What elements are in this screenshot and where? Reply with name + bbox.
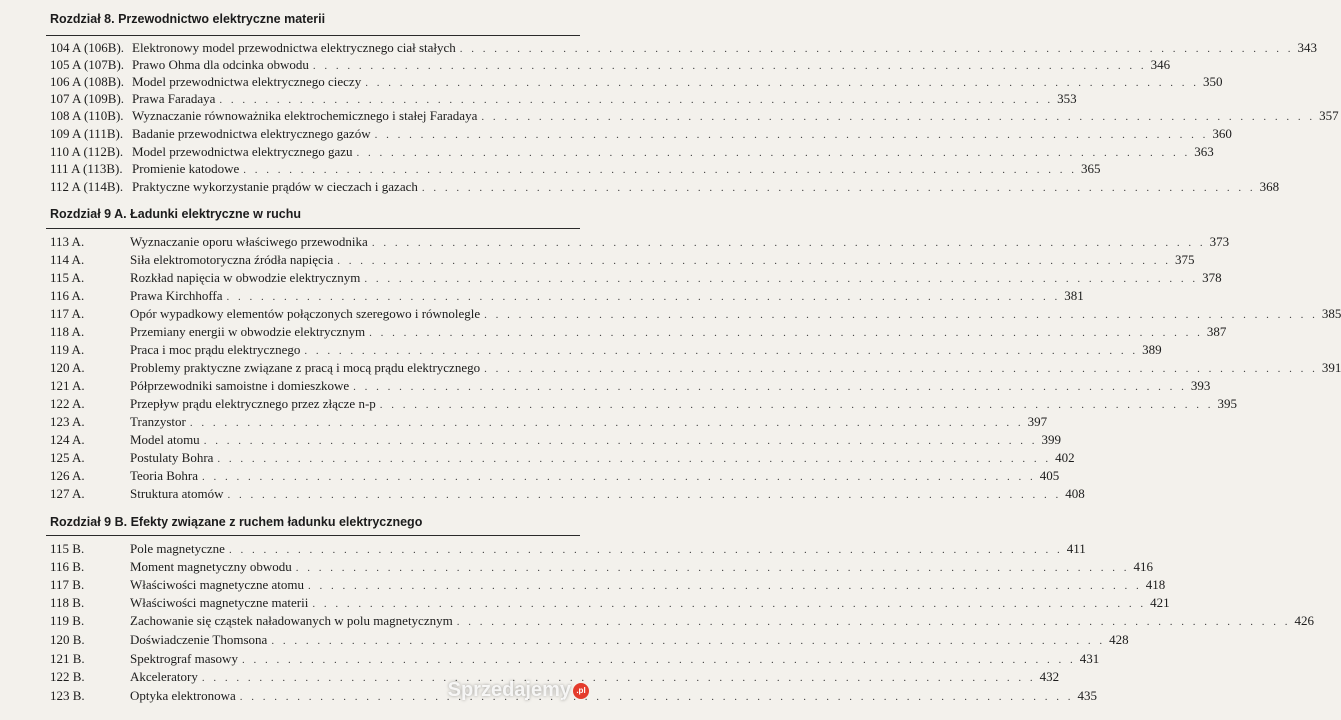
toc-row (50, 306, 1341, 323)
entry-title: Właściwości magnetyczne materii (130, 595, 309, 610)
entry-number: 107 A (109B). (50, 91, 125, 106)
toc-row (50, 378, 1211, 395)
entry-page: 421 (1150, 595, 1170, 610)
dot-leader (372, 237, 1206, 249)
entry-title: Promienie katodowe (132, 161, 240, 176)
entry-number: 118 B. (50, 595, 85, 610)
dot-leader (217, 453, 1051, 465)
entry-title: Zachowanie się cząstek naładowanych w polu magnetycznym (130, 613, 453, 628)
dot-leader (304, 345, 1138, 357)
toc-row (50, 360, 1341, 377)
dot-leader (364, 273, 1198, 285)
entry-page: 385 (1321, 306, 1341, 321)
toc-row (50, 432, 1061, 449)
watermark-badge-icon: .pl (573, 683, 589, 699)
entry-number: 112 A (114B). (50, 179, 124, 194)
toc-row (50, 161, 1101, 178)
section-heading: Rozdział 8. Przewodnictwo elektryczne materii (50, 12, 326, 26)
toc-row (50, 270, 1222, 287)
entry-number: 105 A (107B). (50, 57, 125, 72)
entry-page: 350 (1202, 74, 1223, 89)
entry-number: 118 A. (50, 324, 85, 339)
entry-number: 125 A. (50, 450, 85, 465)
entry-title: Pole magnetyczne (130, 541, 225, 556)
toc-row (50, 74, 1223, 91)
toc-row (50, 414, 1048, 431)
dot-leader (308, 580, 1142, 592)
entry-page: 378 (1202, 270, 1222, 285)
dot-leader (228, 489, 1062, 501)
entry-page: 435 (1077, 688, 1098, 703)
entry-page: 411 (1066, 541, 1086, 556)
dot-leader (481, 111, 1315, 123)
entry-page: 368 (1259, 179, 1280, 194)
dot-leader (242, 654, 1076, 666)
entry-title: Struktura atomów (130, 486, 224, 501)
entry-title: Postulaty Bohra (130, 450, 214, 465)
entry-title: Półprzewodniki samoistne i domieszkowe (130, 378, 350, 393)
entry-page: 389 (1142, 342, 1162, 357)
entry-page: 365 (1080, 161, 1101, 176)
entry-number: 110 A (112B). (50, 144, 124, 159)
entry-title: Doświadczenie Thomsona (130, 632, 268, 647)
dot-leader (243, 164, 1077, 176)
toc-row (50, 559, 1153, 576)
dot-leader (380, 399, 1214, 411)
entry-page: 397 (1027, 414, 1048, 429)
dot-leader (219, 94, 1053, 106)
dot-leader (202, 672, 1036, 684)
entry-page: 426 (1294, 613, 1314, 628)
dot-leader (375, 129, 1209, 141)
entry-number: 124 A. (50, 432, 85, 447)
dot-leader (422, 182, 1256, 194)
entry-title: Badanie przewodnictwa elektrycznego gazów (132, 126, 371, 141)
entry-number: 122 A. (50, 396, 85, 411)
section-rule (46, 535, 580, 536)
toc-row (50, 144, 1214, 161)
entry-title: Moment magnetyczny obwodu (130, 559, 292, 574)
dot-leader (353, 381, 1187, 393)
entry-number: 113 A. (50, 234, 85, 249)
entry-page: 387 (1206, 324, 1227, 339)
toc-row (50, 651, 1100, 668)
entry-title: Prawa Faradaya (132, 91, 216, 106)
entry-title: Tranzystor (130, 414, 186, 429)
dot-leader (229, 544, 1063, 556)
entry-number: 116 A. (50, 288, 85, 303)
entry-title: Wyznaczanie oporu właściwego przewodnika (130, 234, 368, 249)
toc-row (50, 396, 1238, 413)
dot-leader (227, 291, 1061, 303)
entry-title: Opór wypadkowy elementów połączonych szeregowo i równolegle (130, 306, 481, 321)
entry-number: 117 A. (50, 306, 85, 321)
entry-title: Praktyczne wykorzystanie prądów w cieczach i gazach (132, 179, 418, 194)
entry-number: 120 A. (50, 360, 85, 375)
toc-row (50, 468, 1060, 485)
entry-number: 104 A (106B). (50, 40, 125, 55)
entry-number: 115 B. (50, 541, 85, 556)
toc-row (50, 450, 1075, 467)
entry-number: 111 A (113B). (50, 161, 123, 176)
section-heading: Rozdział 9 B. Efekty związane z ruchem ładunku elektrycznego (50, 515, 423, 529)
dot-leader (460, 43, 1294, 55)
entry-number: 106 A (108B). (50, 74, 125, 89)
entry-page: 416 (1133, 559, 1153, 574)
entry-page: 418 (1145, 577, 1166, 592)
toc-row (50, 179, 1280, 196)
entry-page: 432 (1039, 669, 1060, 684)
entry-number: 108 A (110B). (50, 108, 124, 123)
dot-leader (365, 77, 1199, 89)
entry-title: Siła elektromotoryczna źródła napięcia (130, 252, 334, 267)
entry-number: 122 B. (50, 669, 85, 684)
entry-number: 123 A. (50, 414, 85, 429)
entry-number: 109 A (111B). (50, 126, 124, 141)
entry-page: 405 (1039, 468, 1060, 483)
entry-number: 116 B. (50, 559, 85, 574)
toc-row (50, 40, 1318, 57)
entry-page: 391 (1321, 360, 1341, 375)
toc-row (50, 288, 1084, 305)
entry-page: 399 (1041, 432, 1061, 447)
dot-leader (204, 435, 1038, 447)
watermark-logo (448, 679, 590, 702)
entry-page: 381 (1064, 288, 1084, 303)
section-heading: Rozdział 9 A. Ładunki elektryczne w ruchu (50, 207, 301, 221)
entry-title: Model atomu (130, 432, 200, 447)
toc-row (50, 632, 1129, 649)
entry-number: 127 A. (50, 486, 85, 501)
entry-page: 402 (1055, 450, 1075, 465)
toc-row (50, 595, 1170, 612)
entry-number: 115 A. (50, 270, 85, 285)
entry-number: 121 B. (50, 651, 85, 666)
entry-title: Spektrograf masowy (130, 651, 238, 666)
entry-number: 123 B. (50, 688, 85, 703)
entry-page: 360 (1212, 126, 1232, 141)
entry-number: 120 B. (50, 632, 85, 647)
entry-page: 428 (1109, 632, 1129, 647)
entry-page: 375 (1174, 252, 1195, 267)
entry-title: Akceleratory (130, 669, 198, 684)
entry-page: 346 (1150, 57, 1171, 72)
toc-row (50, 324, 1227, 341)
dot-leader (313, 60, 1147, 72)
dot-leader (202, 471, 1036, 483)
entry-page: 408 (1065, 486, 1085, 501)
section-rule (46, 228, 580, 229)
entry-number: 114 A. (50, 252, 85, 267)
dot-leader (457, 616, 1291, 628)
entry-title: Model przewodnictwa elektrycznego cieczy (132, 74, 362, 89)
entry-number: 119 B. (50, 613, 85, 628)
toc-row (50, 342, 1162, 359)
entry-title: Prawo Ohma dla odcinka obwodu (132, 57, 309, 72)
dot-leader (240, 691, 1074, 703)
entry-page: 363 (1194, 144, 1214, 159)
dot-leader (337, 255, 1171, 267)
entry-page: 393 (1190, 378, 1211, 393)
entry-number: 119 A. (50, 342, 85, 357)
entry-title: Prawa Kirchhoffa (130, 288, 223, 303)
entry-title: Rozkład napięcia w obwodzie elektrycznym (130, 270, 361, 285)
entry-page: 343 (1297, 40, 1318, 55)
toc-row (50, 577, 1166, 594)
dot-leader (484, 363, 1318, 375)
toc-row (50, 91, 1077, 108)
dot-leader (312, 598, 1146, 610)
entry-page: 357 (1319, 108, 1339, 123)
toc-row (50, 541, 1086, 558)
section-rule (46, 35, 580, 36)
entry-page: 373 (1209, 234, 1230, 249)
dot-leader (484, 309, 1318, 321)
dot-leader (369, 327, 1203, 339)
toc-row (50, 252, 1195, 269)
entry-title: Praca i moc prądu elektrycznego (130, 342, 301, 357)
entry-title: Model przewodnictwa elektrycznego gazu (132, 144, 353, 159)
entry-number: 126 A. (50, 468, 85, 483)
toc-row (50, 126, 1232, 143)
entry-page: 353 (1057, 91, 1077, 106)
toc-row (50, 108, 1339, 125)
entry-title: Teoria Bohra (130, 468, 199, 483)
entry-page: 431 (1079, 651, 1100, 666)
entry-title: Problemy praktyczne związane z pracą i mocą prądu elektrycznego (130, 360, 481, 375)
dot-leader (296, 562, 1130, 574)
entry-number: 117 B. (50, 577, 85, 592)
dot-leader (190, 417, 1024, 429)
dot-leader (357, 147, 1191, 159)
toc-row (50, 486, 1085, 503)
dot-leader (271, 635, 1105, 647)
entry-title: Przepływ prądu elektrycznego przez złącze n-p (130, 396, 376, 411)
toc-row (50, 613, 1314, 630)
toc-row (50, 57, 1171, 74)
entry-title: Optyka elektronowa (130, 688, 236, 703)
entry-title: Wyznaczanie równoważnika elektrochemicznego i stałej Faradaya (132, 108, 478, 123)
entry-title: Elektronowy model przewodnictwa elektrycznego ciał stałych (132, 40, 456, 55)
watermark-text: Sprzedajemy (447, 679, 571, 701)
entry-title: Właściwości magnetyczne atomu (130, 577, 304, 592)
toc-row (50, 234, 1230, 251)
entry-title: Przemiany energii w obwodzie elektrycznym (130, 324, 366, 339)
entry-number: 121 A. (50, 378, 85, 393)
entry-page: 395 (1217, 396, 1238, 411)
